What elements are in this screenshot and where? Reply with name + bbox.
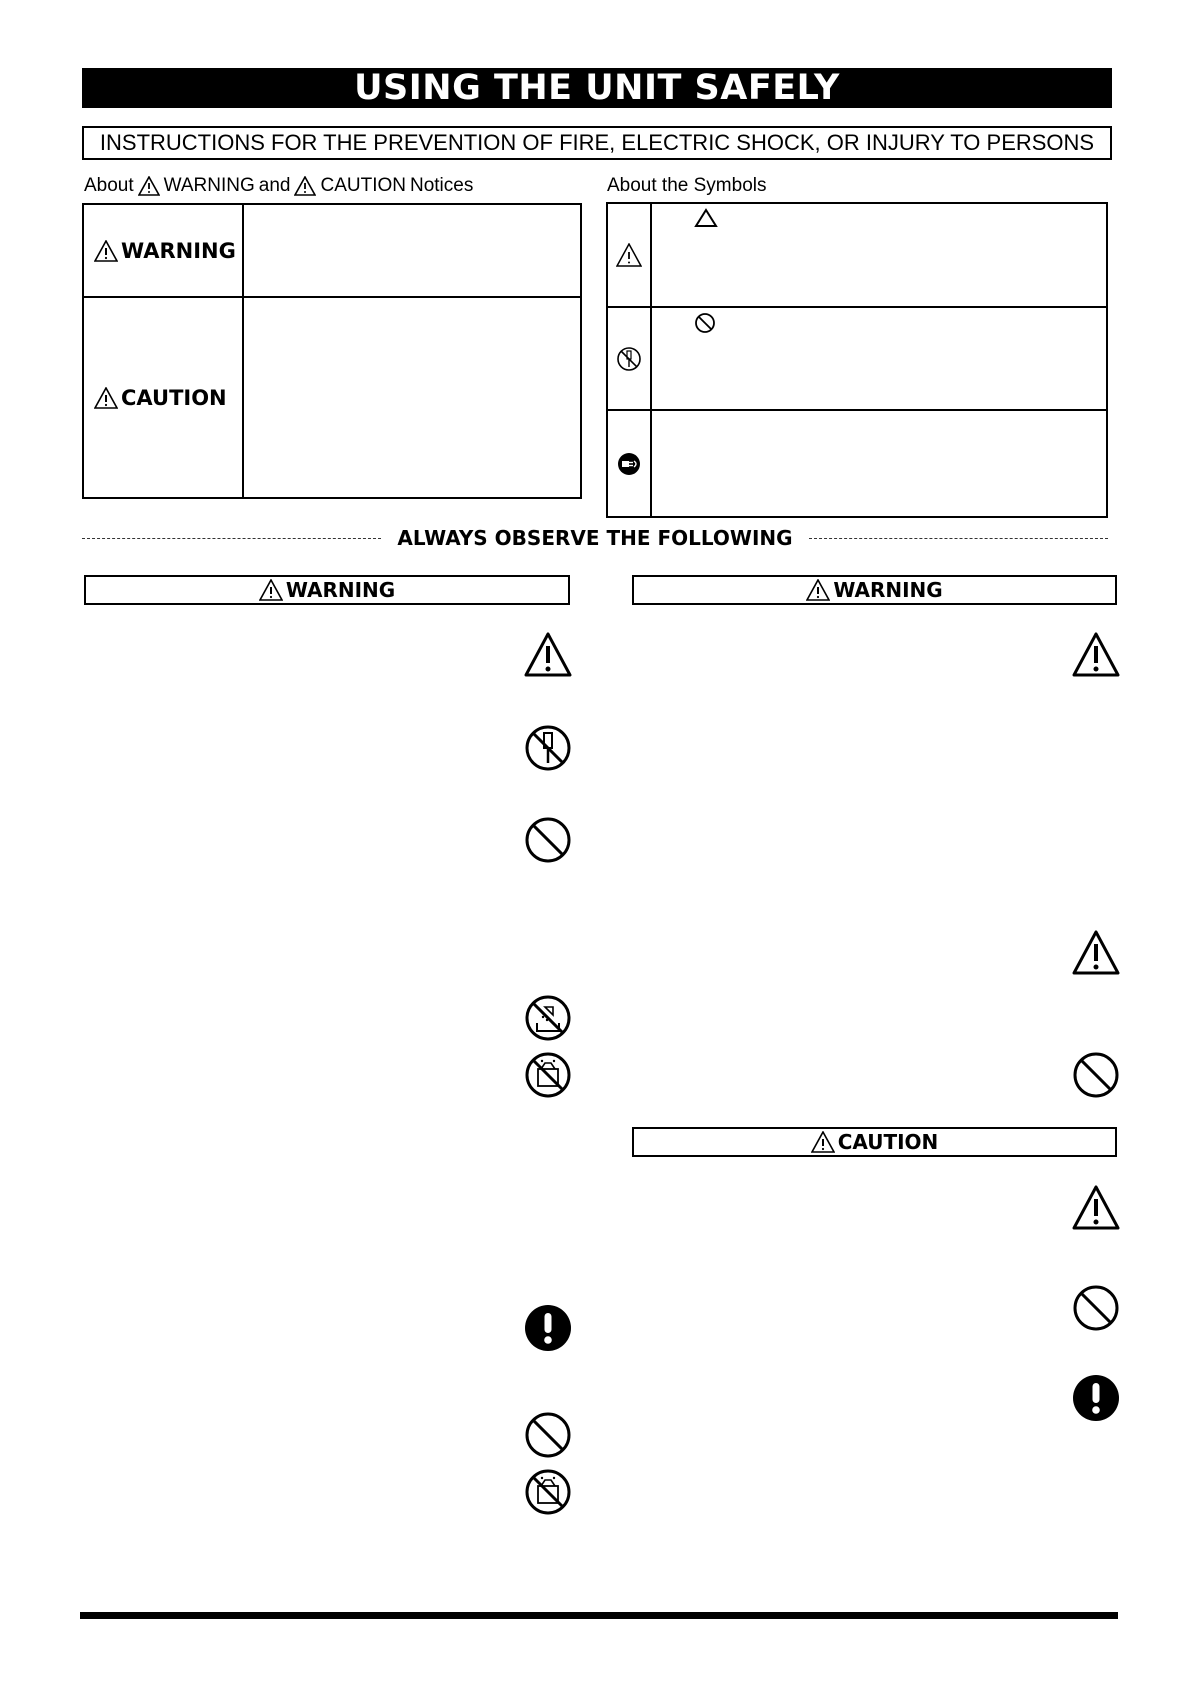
notices-section-label: [84, 174, 473, 198]
notice-label-caution: [84, 298, 244, 497]
symbol-cell-prohibited: [608, 308, 652, 409]
symbol-row-prohibited: [608, 308, 1106, 411]
right-warning-header-text: WARNING: [833, 578, 943, 602]
prohibited-outline-icon: [694, 312, 716, 334]
right-caution-header: [632, 1127, 1117, 1157]
mandatory-icon: [523, 1303, 573, 1353]
no-disassembly-icon: [523, 723, 573, 773]
warning-triangle-icon: [94, 240, 118, 262]
no-water-icon: [523, 993, 573, 1043]
notices-label-warning: WARNING: [163, 175, 255, 196]
notices-label-and: and: [258, 175, 291, 196]
subtitle-box: [82, 126, 1112, 160]
symbol-cell-mandatory: [608, 411, 652, 516]
prohibited-icon: [523, 1410, 573, 1460]
observe-dash-right: [809, 538, 1108, 539]
subtitle-text: INSTRUCTIONS FOR THE PREVENTION OF FIRE, ELECTRIC SHOCK, OR INJURY TO PERSONS: [99, 130, 1095, 155]
warning-triangle-icon: [616, 243, 642, 267]
no-liquid-icon: [523, 1467, 573, 1517]
observe-divider: [82, 526, 1108, 550]
notice-row-caution: [84, 298, 580, 497]
warning-triangle-icon: [259, 579, 283, 601]
notice-label-caution-text: CAUTION: [121, 385, 227, 410]
right-warning-header: [632, 575, 1117, 605]
symbol-row-mandatory: [608, 411, 1106, 516]
caution-triangle-icon: [1071, 1183, 1121, 1233]
symbols-table: [606, 202, 1108, 518]
prohibited-icon: [1071, 1283, 1121, 1333]
no-disassembly-icon: [616, 346, 642, 372]
bottom-rule: [80, 1612, 1118, 1619]
notice-row-warning: [84, 205, 580, 298]
symbol-cell-warning: [608, 204, 652, 306]
unplug-icon: [616, 451, 642, 477]
notices-label-caution: CAUTION: [320, 175, 406, 196]
observe-dash-left: [82, 538, 381, 539]
mandatory-icon: [1071, 1373, 1121, 1423]
caution-triangle-icon: [811, 1131, 835, 1153]
warning-triangle-icon: [806, 579, 830, 601]
left-warning-header-text: WARNING: [285, 578, 396, 602]
notices-table: [82, 203, 582, 499]
symbols-label-text: About the Symbols: [607, 175, 767, 196]
caution-triangle-icon: [1071, 928, 1121, 978]
notices-label-suffix: Notices: [409, 175, 474, 196]
notice-label-warning-text: WARNING: [121, 238, 236, 263]
no-liquid-icon: [523, 1050, 573, 1100]
triangle-outline-icon: [694, 208, 718, 228]
small-caution-triangle-icon: [294, 176, 316, 196]
prohibited-icon: [523, 815, 573, 865]
prohibited-icon: [1071, 1050, 1121, 1100]
notice-label-warning: [84, 205, 244, 296]
caution-triangle-icon: [523, 630, 573, 680]
caution-triangle-icon: [1071, 630, 1121, 680]
page-title-text: USING THE UNIT SAFELY: [354, 68, 840, 108]
notices-label-prefix: About: [84, 175, 134, 196]
symbols-section-label: [607, 174, 766, 198]
small-warning-triangle-icon: [138, 176, 160, 196]
page-title: [82, 68, 1112, 108]
symbol-row-warning: [608, 204, 1106, 308]
right-caution-header-text: CAUTION: [837, 1130, 939, 1154]
observe-heading: ALWAYS OBSERVE THE FOLLOWING: [397, 526, 793, 550]
caution-triangle-icon: [94, 387, 118, 409]
left-warning-header: [84, 575, 570, 605]
